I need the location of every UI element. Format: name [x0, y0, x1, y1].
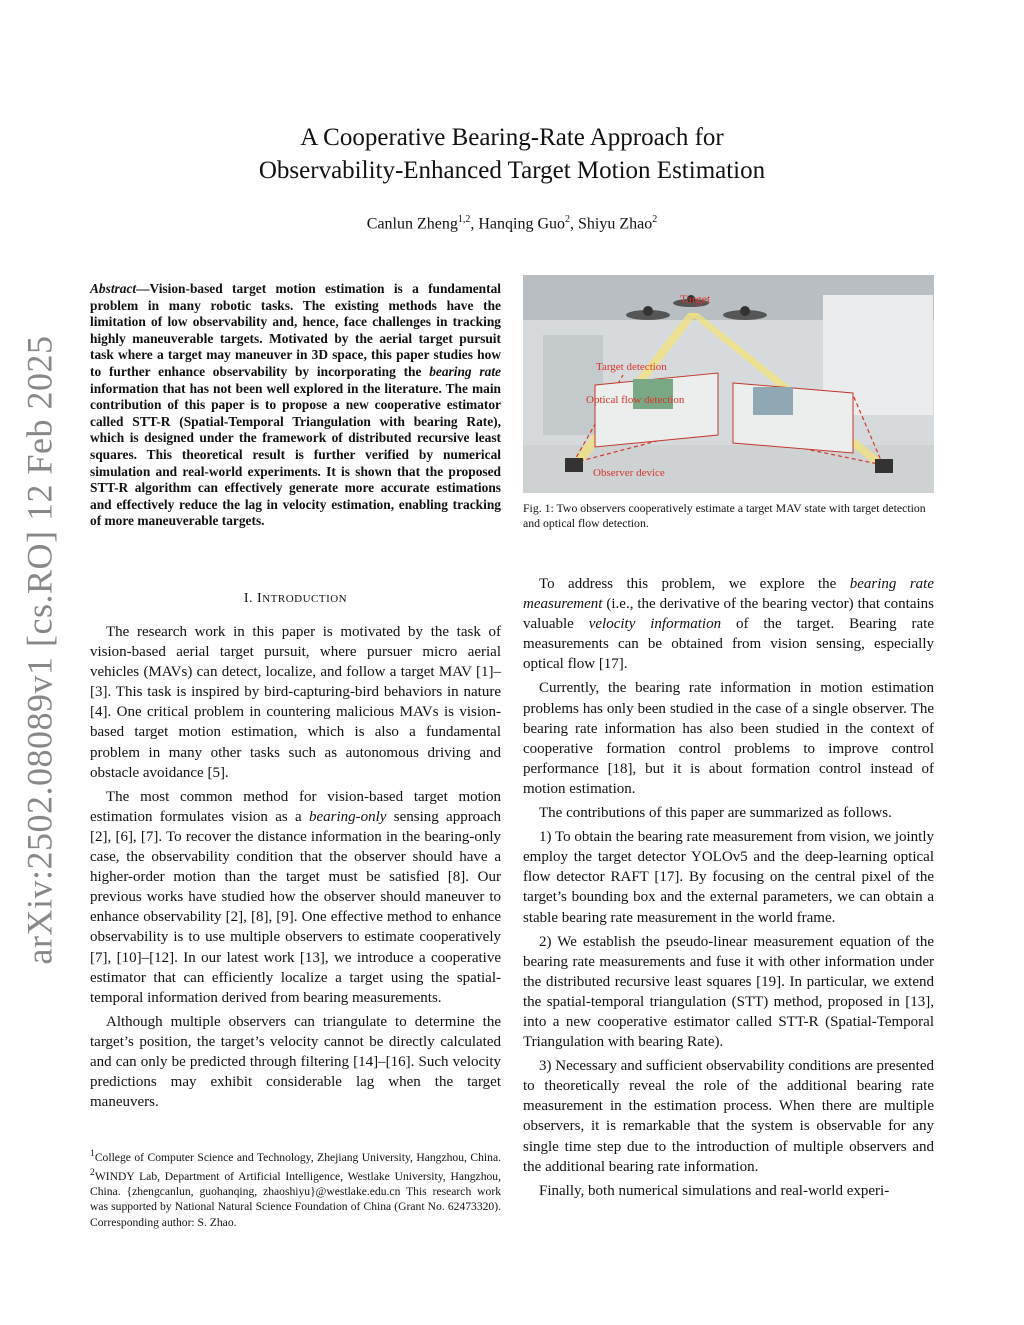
observer-device-icon	[875, 459, 893, 473]
section-heading-introduction	[90, 591, 501, 607]
emphasis: bearing-only	[308, 808, 387, 825]
right-column-body	[523, 574, 934, 1205]
abstract-text: Vision-based target motion estimation is a fundamental problem in many robotic tasks. The existing methods have the limitation of low observability and, hence, face challenges in tracking highly maneuverable targets. Motivated by the aerial target pursuit task where a target may maneuver in 3D space, this paper studies how to further enhance observability by incorporating the	[90, 281, 501, 379]
title-line-2: Observability-Enhanced Target Motion Estimation	[258, 157, 766, 184]
title-line-1: A Cooperative Bearing-Rate Approach for	[300, 124, 724, 151]
paragraph: 1) To obtain the bearing rate measurement from vision, we jointly employ the target detector YOLOv5 and the deep-learning optical flow detector RAFT [17]. By focusing on the central pixel of the target’s bounding box and the external parameters, we can obtain a stable bearing rate measurement in the world frame.	[523, 829, 934, 926]
paper-title	[0, 121, 1024, 187]
section-title-first-letter: I	[257, 591, 263, 606]
figure-illustration	[523, 275, 934, 493]
arxiv-identifier-text: arXiv:2502.08089v1 [cs.RO] 12 Feb 2025	[19, 335, 60, 965]
paragraph: The research work in this paper is motivated by the task of vision-based aerial target pursuit, where pursuer micro aerial vehicles (MAVs) can detect, localize, and follow a target MAV [1]–[3]. This task is inspired by bird-capturing-bird behaviors in nature [4]. One critical problem in countering malicious MAVs is vision-based target motion estimation, which is also a fundamental problem in many other tasks such as autonomous driving and obstacle avoidance [5].	[90, 624, 501, 781]
section-title-rest: NTRODUCTION	[262, 593, 348, 605]
abstract-text-continued: information that has not been well explored in the literature. The main contribution of this paper is to propose a new cooperative estimator called STT-R (Spatial-Temporal Triangulation with bearing Rate), which is designed under the framework of distributed recursive least squares. This theoretical result is further verified by numerical simulation and real-world experiments. It is shown that the proposed STT-R algorithm can effectively generate more accurate estimations and effectively reduce the lag in velocity estimation, enabling tracking of more maneuverable targets.	[90, 380, 501, 529]
footnote-marker: 1	[90, 1148, 95, 1159]
paragraph: The most common method for vision-based target motion estimation formulates vision as a bearing-only sensing approach [2], [6], [7]. To recover the distance information in the bearing-only case, the observability condition that the observer should have a higher-order motion than the target must be satisfied [8]. Our previous works have studied how the observer should maneuver to enhance observability [2], [8], [9]. One effective method to enhance observability is to use multiple observers to estimate cooperatively [7], [10]–[12]. In our latest work [13], we introduce a cooperative estimator that can efficiently localize a target using the spatial-temporal information derived from bearing measurements.	[90, 788, 501, 1006]
footnote	[90, 1146, 501, 1230]
observer-device-icon	[565, 458, 583, 472]
paragraph: 3) Necessary and sufficient observability conditions are presented to theoretically reveal the role of the additional bearing rate measurement in the estimation process. When there are multiple observers, it is remarkable that the system is observable for any single time step due to the introduction of multiple observers and the additional bearing rate information.	[523, 1058, 935, 1175]
author-name: Shiyu Zhao	[578, 215, 653, 233]
emphasis: bearing rate measurement	[523, 576, 934, 613]
figure-caption: Fig. 1: Two observers cooperatively estimate a target MAV state with target detection and optical flow detection.	[523, 501, 926, 530]
label-observer-device: Observer device	[593, 467, 665, 479]
author-affiliation: 2	[652, 214, 658, 225]
author-affiliation: 2	[565, 214, 571, 225]
paragraph: Currently, the bearing rate information in motion estimation problems has only been studied in the case of a single observer. The bearing rate information has also been studied in the context of cooperative formation control problems to improve control performance [18], but it is about formation control instead of motion estimation.	[523, 680, 934, 797]
paragraph: To address this problem, we explore the bearing rate measurement (i.e., the derivative of the bearing vector) that contains valuable velocity information of the target. Bearing rate measurements can be obtained from vision sensing, especially optical flow [17].	[523, 576, 934, 673]
abstract-emphasis: bearing rate	[429, 363, 501, 379]
author-name: Hanqing Guo	[478, 215, 566, 233]
paragraph: Finally, both numerical simulations and real-world experi-	[539, 1182, 890, 1199]
author-list: Canlun Zheng$^{1,2}$, Hanqing Guo$^2$, Shiyu Zhao$^2$	[366, 214, 658, 233]
left-column-body	[90, 622, 501, 1116]
abstract	[90, 281, 501, 530]
arxiv-identifier	[14, 335, 64, 965]
label-optical-flow-detection: Optical flow detection	[586, 394, 685, 406]
section-number: I.	[243, 591, 254, 606]
footnote-affiliation-2: WINDY Lab, Department of Artificial Intelligence, Westlake University, Hangzhou, China. {zhengcanlun, guohanqing, zhaoshiyu}@westlake.edu.cn This research work was supported by National Natural Science Foundation of China (Grant No. 62473320). Corresponding author: S. Zhao.	[90, 1169, 501, 1229]
label-target-detection: Target detection	[596, 361, 667, 373]
paragraph: Although multiple observers can triangulate to determine the target’s position, the target’s velocity cannot be directly calculated and can only be predicted through filtering [14]–[16]. Such velocity predictions may exhibit considerable lag when the target maneuvers.	[90, 1013, 501, 1111]
abstract-dash: —	[136, 281, 150, 296]
footnote-affiliation-1: College of Computer Science and Technology, Zhejiang University, Hangzhou, China.	[94, 1150, 501, 1164]
paragraph: The contributions of this paper are summarized as follows.	[539, 805, 892, 822]
footnote-marker: 2	[90, 1167, 95, 1179]
figure-photo	[523, 275, 934, 493]
emphasis: velocity information	[588, 616, 722, 633]
abstract-label: Abstract	[90, 281, 137, 296]
label-target: Target	[680, 292, 711, 306]
author-affiliation: 1,2	[457, 214, 471, 225]
paragraph: 2) We establish the pseudo-linear measurement equation of the bearing rate measurements and fuse it with other information under the distributed recursive least squares [19]. In particular, we extend the spatial-temporal triangulation (STT) method, proposed in [13], into a new cooperative estimator called STT-R (Spatial-Temporal Triangulation with bearing Rate).	[523, 933, 934, 1051]
author-name: Canlun Zheng	[366, 215, 458, 233]
